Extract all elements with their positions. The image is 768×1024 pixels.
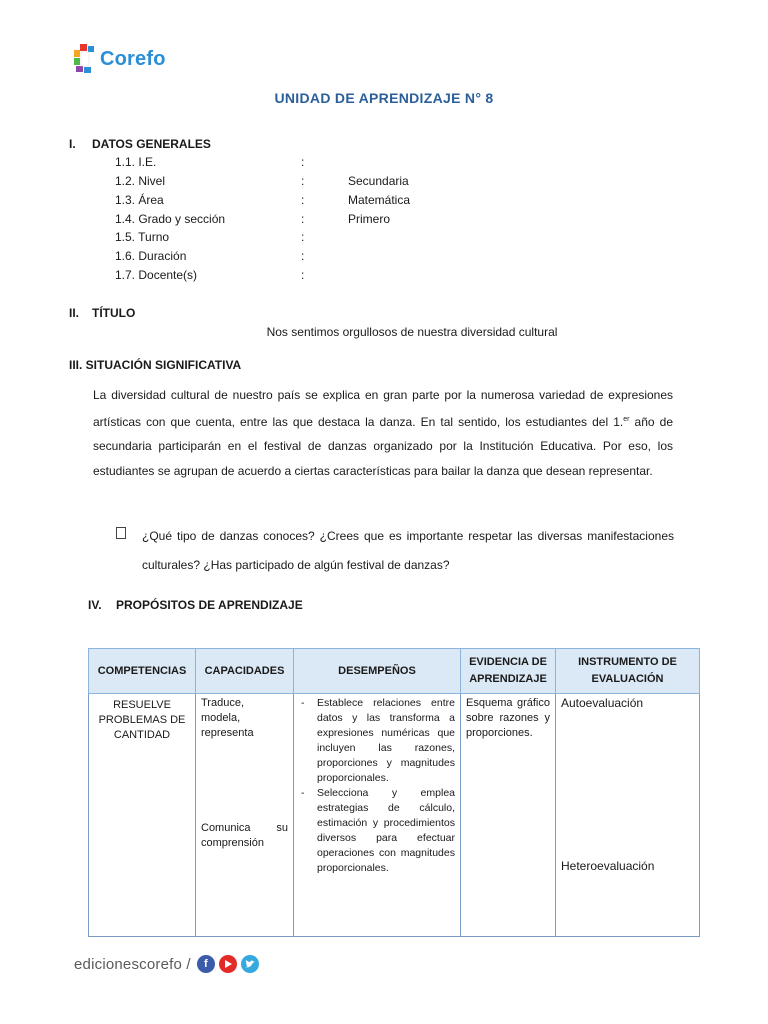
header-desempenos: DESEMPEÑOS bbox=[294, 649, 461, 694]
twitter-icon[interactable] bbox=[241, 955, 259, 973]
table-header-row bbox=[89, 649, 700, 694]
desempeno-item bbox=[299, 786, 455, 876]
facebook-icon[interactable]: f bbox=[197, 955, 215, 973]
datos-label: 1.1. I.E. bbox=[115, 155, 157, 169]
footer bbox=[74, 955, 259, 973]
situacion-text-a: La diversidad cultural de nuestro país se explica en gran parte por la numerosa variedad de expresiones artísticas con que cuenta, entre las que destaca la danza. En tal sentido, los estudiantes del 1. bbox=[93, 388, 673, 429]
capacidad-1: Traduce, modela, representa bbox=[201, 697, 254, 739]
evidencia-cell: Esquema gráfico sobre razones y proporciones. bbox=[461, 694, 556, 937]
instrumento-2: Heteroevaluación bbox=[561, 859, 655, 873]
datos-colon: : bbox=[301, 249, 305, 263]
section-number: IV. bbox=[88, 598, 102, 612]
capacidades-cell bbox=[196, 694, 294, 937]
situacion-paragraph bbox=[93, 383, 673, 483]
dash-marker: - bbox=[301, 697, 305, 709]
table-row bbox=[89, 694, 700, 937]
desempeno-1: Establece relaciones entre datos y las transforma a expresiones numéricas que incluyen las razones, proporciones y magnitudes proporcionales. bbox=[317, 697, 455, 784]
datos-colon: : bbox=[301, 193, 305, 207]
datos-colon: : bbox=[301, 230, 305, 244]
section-heading-situacion: III. SITUACIÓN SIGNIFICATIVA bbox=[69, 358, 242, 372]
situacion-text-b: año de secundaria participarán en el festival de danzas organizado por la Institución Educativa. Por eso, los estudiantes se agrupan de acuerdo a ciertas características para bailar la danza que desean representar. bbox=[93, 414, 673, 478]
datos-label: 1.3. Área bbox=[115, 193, 164, 207]
situacion-question: ¿Qué tipo de danzas conoces? ¿Crees que es importante respetar las diversas manifestaciones culturales? ¿Has participado de algún festival de danzas? bbox=[142, 529, 674, 572]
section-number: II. bbox=[69, 306, 80, 320]
datos-label: 1.2. Nivel bbox=[115, 174, 166, 188]
desempeno-item bbox=[299, 696, 455, 786]
section-title: DATOS GENERALES bbox=[92, 137, 211, 151]
section-number: I. bbox=[69, 137, 76, 151]
section-heading-propositos bbox=[88, 598, 303, 612]
datos-label: 1.6. Duración bbox=[115, 249, 187, 263]
datos-colon: : bbox=[301, 174, 305, 188]
header-evidencia: EVIDENCIA DE APRENDIZAJE bbox=[461, 649, 556, 694]
datos-value: Secundaria bbox=[348, 174, 409, 188]
youtube-icon[interactable] bbox=[219, 955, 237, 973]
header-instrumento: INSTRUMENTO DE EVALUACIÓN bbox=[556, 649, 700, 694]
instrumento-cell bbox=[556, 694, 700, 937]
propositos-table bbox=[88, 648, 700, 937]
datos-label: 1.7. Docente(s) bbox=[115, 268, 198, 282]
datos-value: Matemática bbox=[348, 193, 411, 207]
section-heading-datos bbox=[69, 137, 211, 151]
page-title: UNIDAD DE APRENDIZAJE N° 8 bbox=[274, 90, 494, 106]
datos-value: Primero bbox=[348, 212, 391, 226]
section-title: TÍTULO bbox=[92, 306, 136, 320]
bullet-box-icon bbox=[116, 527, 126, 539]
datos-colon: : bbox=[301, 212, 305, 226]
unit-title-text: Nos sentimos orgullosos de nuestra diversidad cultural bbox=[266, 325, 558, 339]
brand-name: Corefo bbox=[100, 47, 166, 70]
capacidad-2: Comunica su comprensión bbox=[201, 822, 288, 849]
datos-label: 1.5. Turno bbox=[115, 230, 170, 244]
footer-text: edicionescorefo / bbox=[74, 955, 191, 973]
competencia-cell: RESUELVE PROBLEMAS DE CANTIDAD bbox=[89, 694, 196, 937]
section-heading-titulo bbox=[69, 306, 135, 320]
desempeno-2: Selecciona y emplea estrategias de cálculo, estimación y procedimientos diversos para efectuar operaciones con magnitudes proporcionales. bbox=[317, 787, 455, 874]
section-title: PROPÓSITOS DE APRENDIZAJE bbox=[116, 598, 303, 612]
corefo-logo-mark-icon bbox=[74, 44, 96, 74]
situacion-superscript: er bbox=[623, 415, 630, 423]
header-competencias: COMPETENCIAS bbox=[89, 649, 196, 694]
datos-colon: : bbox=[301, 268, 305, 282]
desempenos-cell bbox=[294, 694, 461, 937]
instrumento-1: Autoevaluación bbox=[561, 696, 644, 710]
corefo-logo bbox=[74, 44, 166, 74]
header-capacidades: CAPACIDADES bbox=[196, 649, 294, 694]
datos-label: 1.4. Grado y sección bbox=[115, 212, 226, 226]
dash-marker: - bbox=[301, 787, 305, 799]
datos-colon: : bbox=[301, 155, 305, 169]
